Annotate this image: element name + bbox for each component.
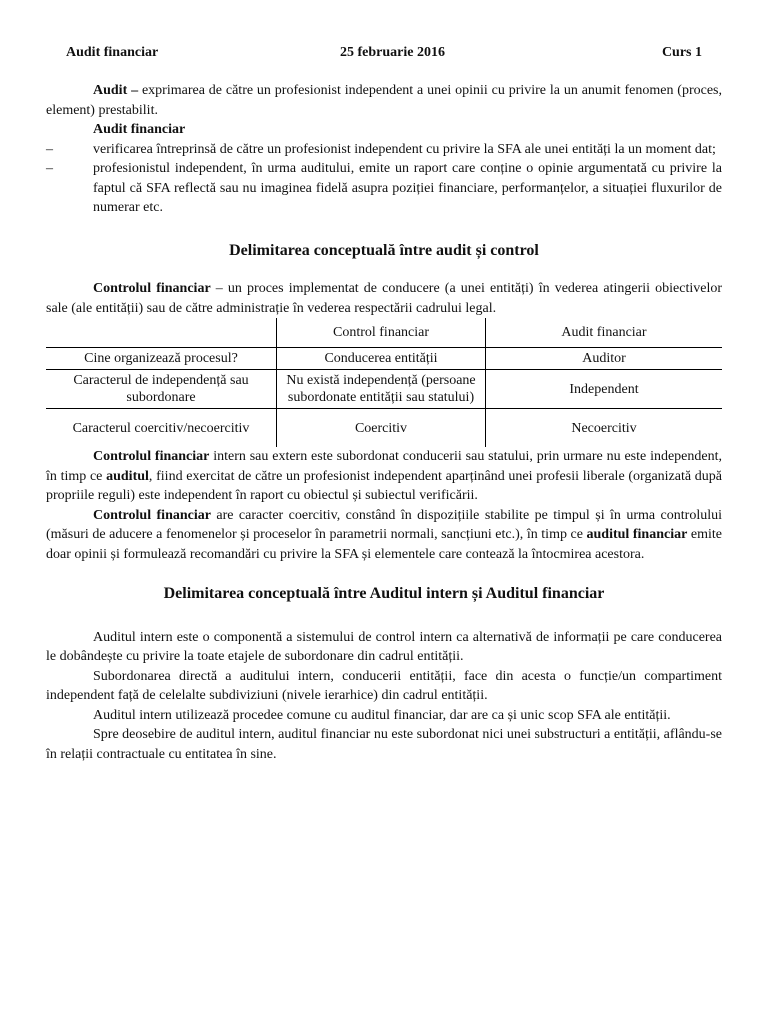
table-cell: Necoercitiv <box>486 409 723 448</box>
page-header <box>66 43 702 63</box>
paragraph <box>46 447 722 506</box>
bold-term: Controlul financiar <box>93 507 211 523</box>
bold-term: auditul financiar <box>586 527 688 542</box>
header-course-number: Curs 1 <box>661 45 702 60</box>
table-cell: Caracterul de independență sau subordonare <box>46 370 277 409</box>
header-date: 25 februarie 2016 <box>340 45 445 60</box>
paragraph: Auditul intern utilizează procedee comune cu auditul financiar, dar are ca și unic scop SFA ale entității. <box>93 707 671 723</box>
table-cell: Coercitiv <box>277 409 486 448</box>
paragraph <box>46 506 722 565</box>
section-heading-audit-control: Delimitarea conceptuală între audit și control <box>229 241 539 259</box>
list-item-text: verificarea întreprinsă de către un profesionist independent cu privire la SFA ale unei entități la un moment dat; <box>93 141 716 157</box>
bold-term: Controlul financiar <box>93 449 210 464</box>
list-item-text: profesionistul independent, în urma auditului, emite un raport care conține o opinie argumentată cu privire la faptul că SFA reflectă sau nu imaginea fidelă asupra poziției financiare, performanțelor, a situației fluxurilor de numerar etc. <box>93 161 722 215</box>
paragraph-text: , fiind exercitat de către un profesionist independent aparținând unei profesii liberale (organizată după propriile reguli) este independent în raport cu obiectul și subiectul verificării. <box>46 468 722 503</box>
audit-definition <box>46 81 722 120</box>
document-body <box>46 81 722 764</box>
table-cell: Conducerea entității <box>277 348 486 370</box>
dash-bullet: – <box>46 141 53 157</box>
control-financiar-term: Controlul financiar <box>93 281 211 296</box>
dash-bullet: – <box>46 161 53 176</box>
audit-financiar-term: Audit financiar <box>93 122 186 137</box>
table-cell: Caracterul coercitiv/necoercitiv <box>72 420 250 436</box>
paragraph-text: are caracter coercitiv, constând în dispozițiile stabilite pe timpul și în urma controlului (măsuri de aducere a fenomenelor și proceselor în parametrii normali, sancțiuni etc.), în timp ce <box>46 507 722 542</box>
list-item <box>46 140 722 160</box>
header-course-name: Audit financiar <box>66 45 159 60</box>
table-header-cell <box>46 318 277 348</box>
control-financiar-definition <box>46 279 722 318</box>
table-row <box>46 370 722 409</box>
table-cell: Independent <box>486 370 723 409</box>
audit-definition-text: exprimarea de către un profesionist independent a unei opinii cu privire la un anumit fenomen (proces, element) prestabilit. <box>46 83 723 118</box>
table-cell: Nu există independență (persoane subordonate entității sau statului) <box>277 370 486 409</box>
table-header-row <box>46 318 722 348</box>
paragraph: Spre deosebire de auditul intern, auditul financiar nu este subordonat nici unei substructuri a entității, aflându-se în relații contractuale cu entitatea în sine. <box>46 727 722 762</box>
table-cell: Auditor <box>486 348 723 370</box>
table-row <box>46 409 722 448</box>
list-item <box>46 159 722 218</box>
control-financiar-definition-text: – un proces implementat de conducere (a unei entități) în vederea atingerii obiectivelor sale (ale entității) sau de către administrație în vederea respectării cadrului legal. <box>46 281 722 316</box>
table-header-cell: Audit financiar <box>486 318 723 348</box>
table-header-cell: Control financiar <box>277 318 486 348</box>
paragraph: Subordonarea directă a auditului intern, conducerii entității, face din acesta o funcție/un compartiment independent față de celelalte subdiviziuni (nivele ierarhice) din cadrul entității. <box>46 668 722 703</box>
bold-term: auditul <box>106 468 149 484</box>
paragraph: Auditul intern este o componentă a sistemului de control intern ca alternativă de informații pe care conducerea le dobândește cu privire la toate etajele de subordonare din cadrul entității. <box>46 629 722 664</box>
section-heading-intern-financiar: Delimitarea conceptuală între Auditul intern și Auditul financiar <box>163 585 605 602</box>
paragraph-text: emite doar opinii și formulează recomandări cu privire la SFA și elementele care contează la întocmirea acestora. <box>46 527 722 562</box>
comparison-table <box>46 318 722 447</box>
table-cell: Cine organizează procesul? <box>46 348 277 370</box>
table-row <box>46 348 722 370</box>
paragraph-text: intern sau extern este subordonat conducerii sau statului, prin urmare nu este independent, în timp ce <box>46 449 722 484</box>
audit-financiar-term-line <box>46 120 722 140</box>
audit-term: Audit – <box>93 83 139 98</box>
